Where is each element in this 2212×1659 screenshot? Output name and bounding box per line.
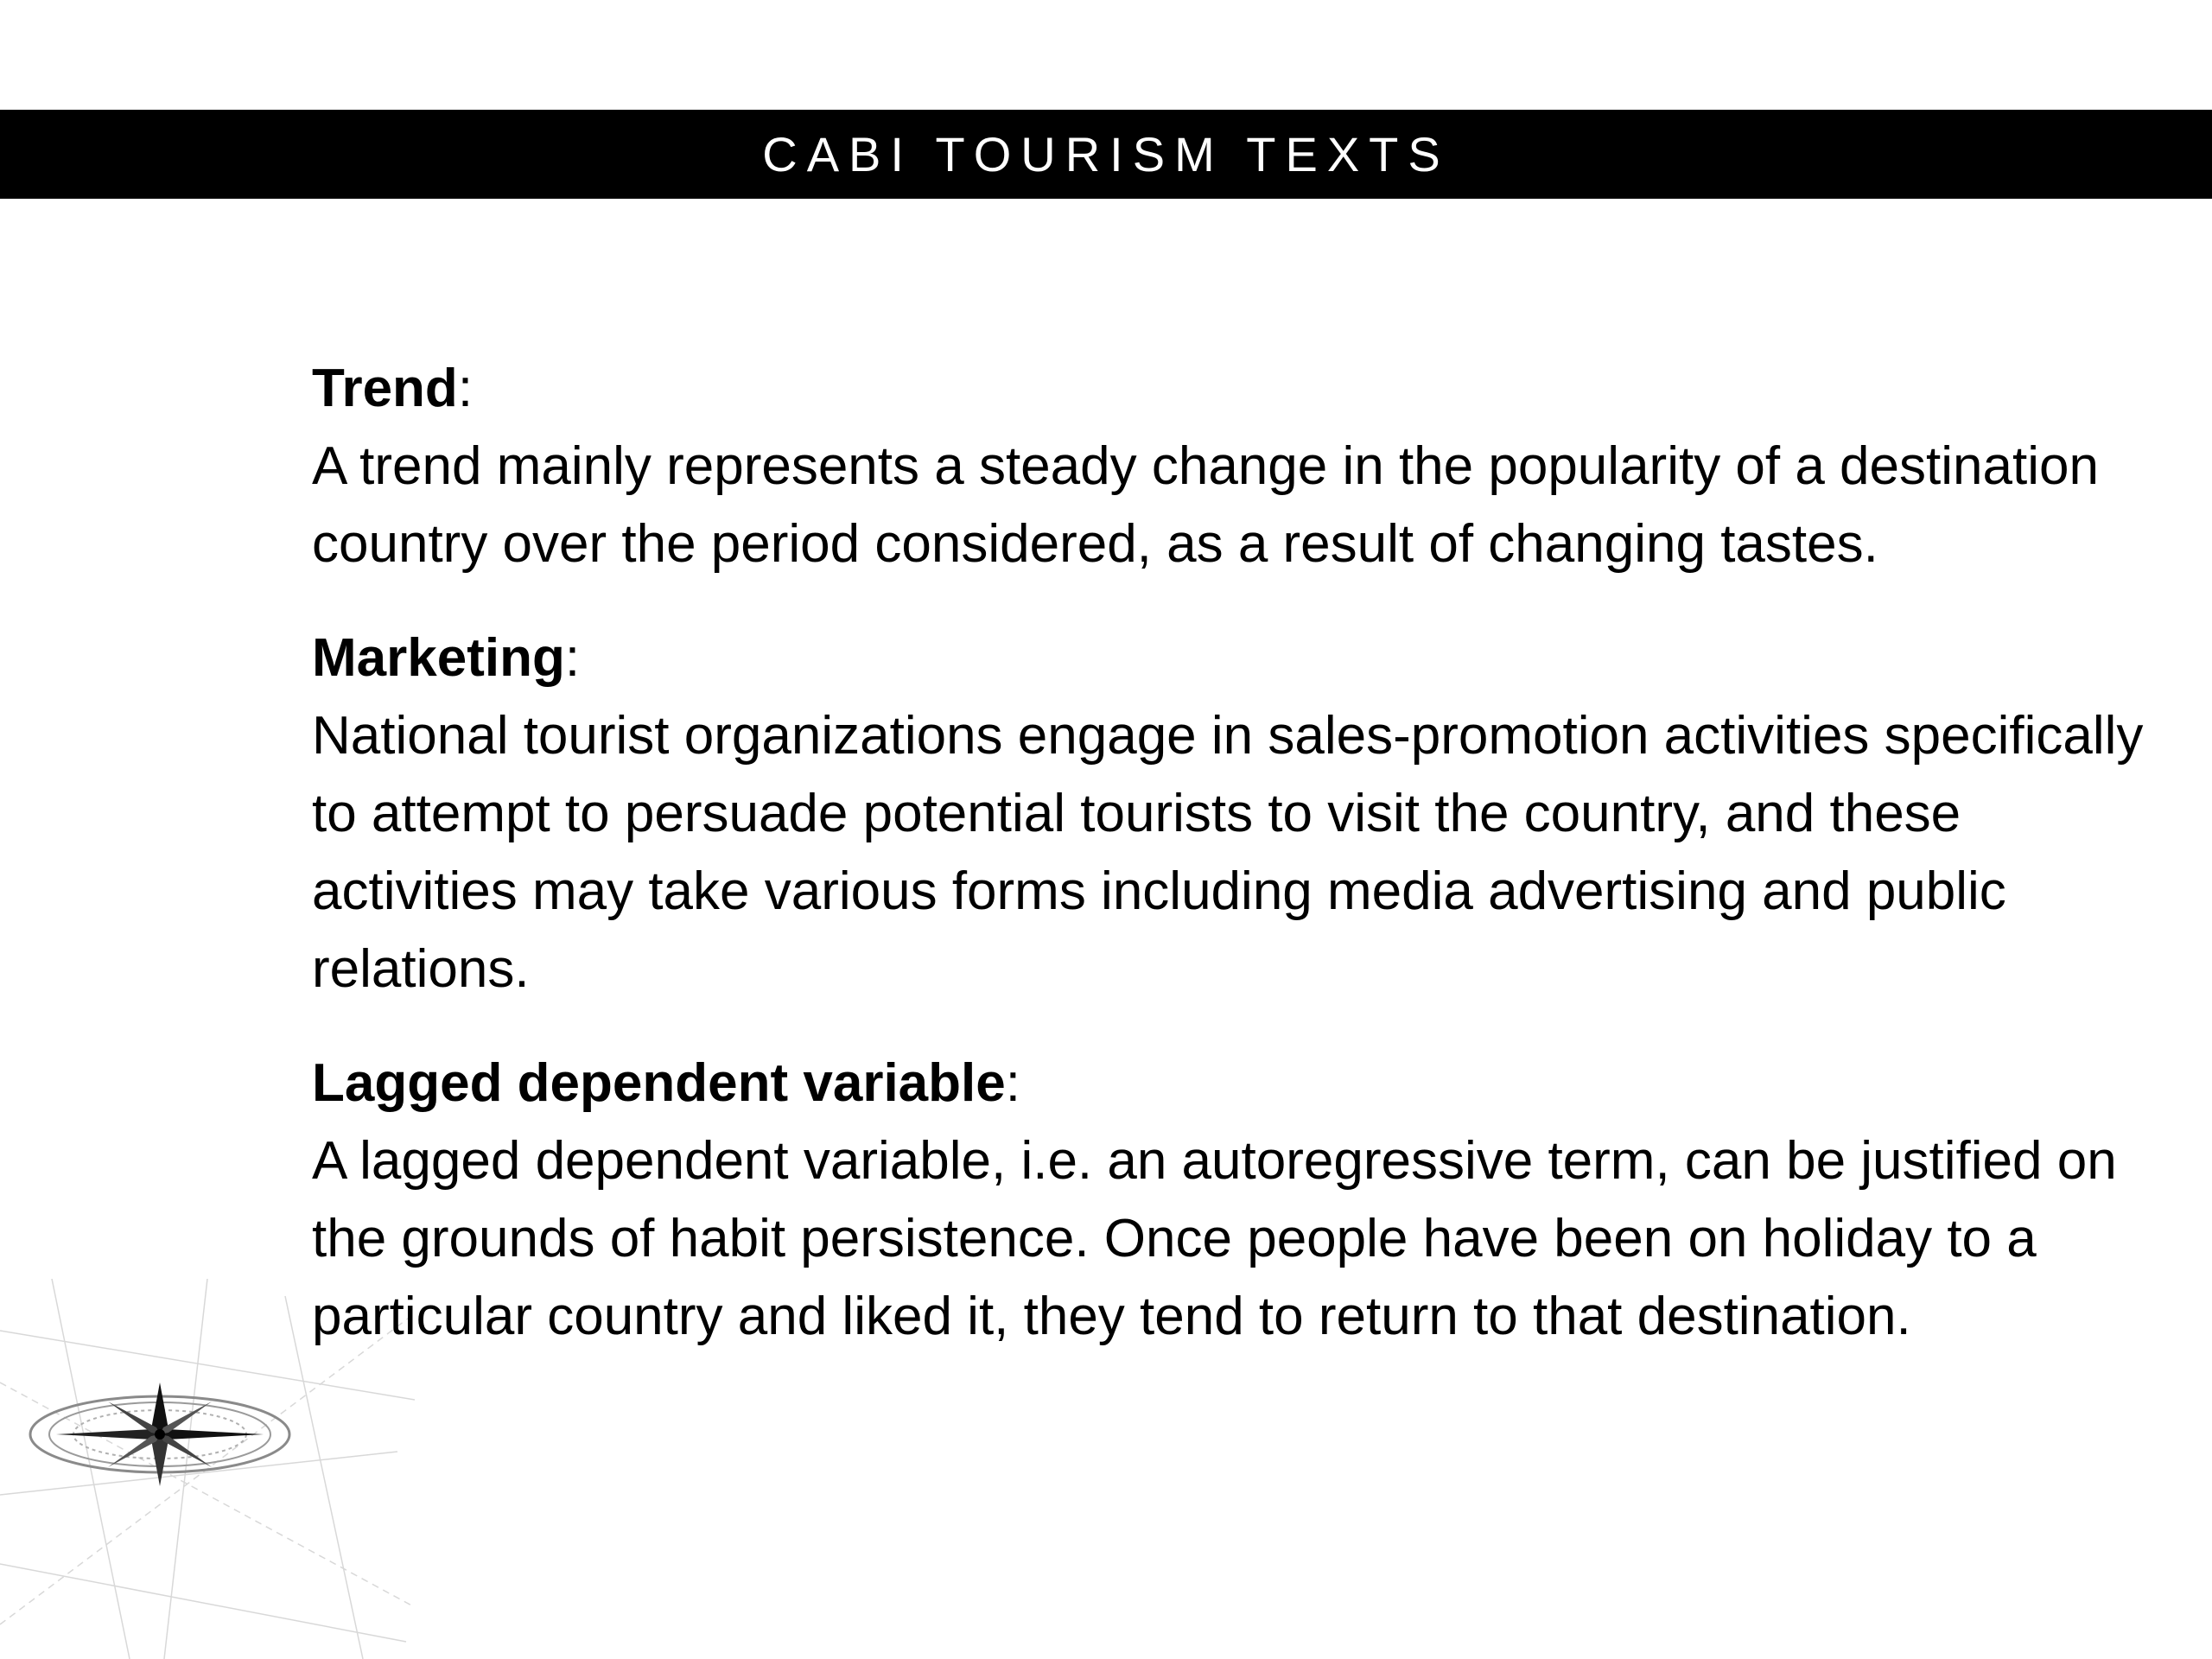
term-marketing <box>312 620 2161 1008</box>
term-definition: A lagged dependent variable, i.e. an autoregressive term, can be justified on the grounds of habit persistence. Once people have been on holiday to a particular country and liked it, they tend to return to that destination. <box>312 1131 2117 1346</box>
term-name: Trend <box>312 359 458 418</box>
term-name: Lagged dependent variable <box>312 1053 1006 1113</box>
term-name: Marketing <box>312 628 565 688</box>
term-definition: National tourist organizations engage in sales-promotion activities specifically to attempt to persuade potential tourists to visit the country, and these activities may take various forms including media advertising and public relations. <box>312 706 2144 999</box>
term-separator: : <box>457 359 474 418</box>
term-separator: : <box>1005 1053 1020 1113</box>
term-lagged-dependent-variable <box>312 1045 2161 1356</box>
term-heading <box>312 1045 2161 1122</box>
term-separator: : <box>564 628 581 688</box>
header-bar <box>0 110 2212 199</box>
term-heading <box>312 620 2161 697</box>
term-definition: A trend mainly represents a steady change in the popularity of a destination country over the period considered, as a result of changing tastes. <box>312 436 2099 574</box>
term-trend <box>312 350 2161 583</box>
header-title: CABI TOURISM TEXTS <box>762 127 1450 181</box>
term-heading <box>312 350 2161 428</box>
glossary-content <box>312 350 2161 1392</box>
